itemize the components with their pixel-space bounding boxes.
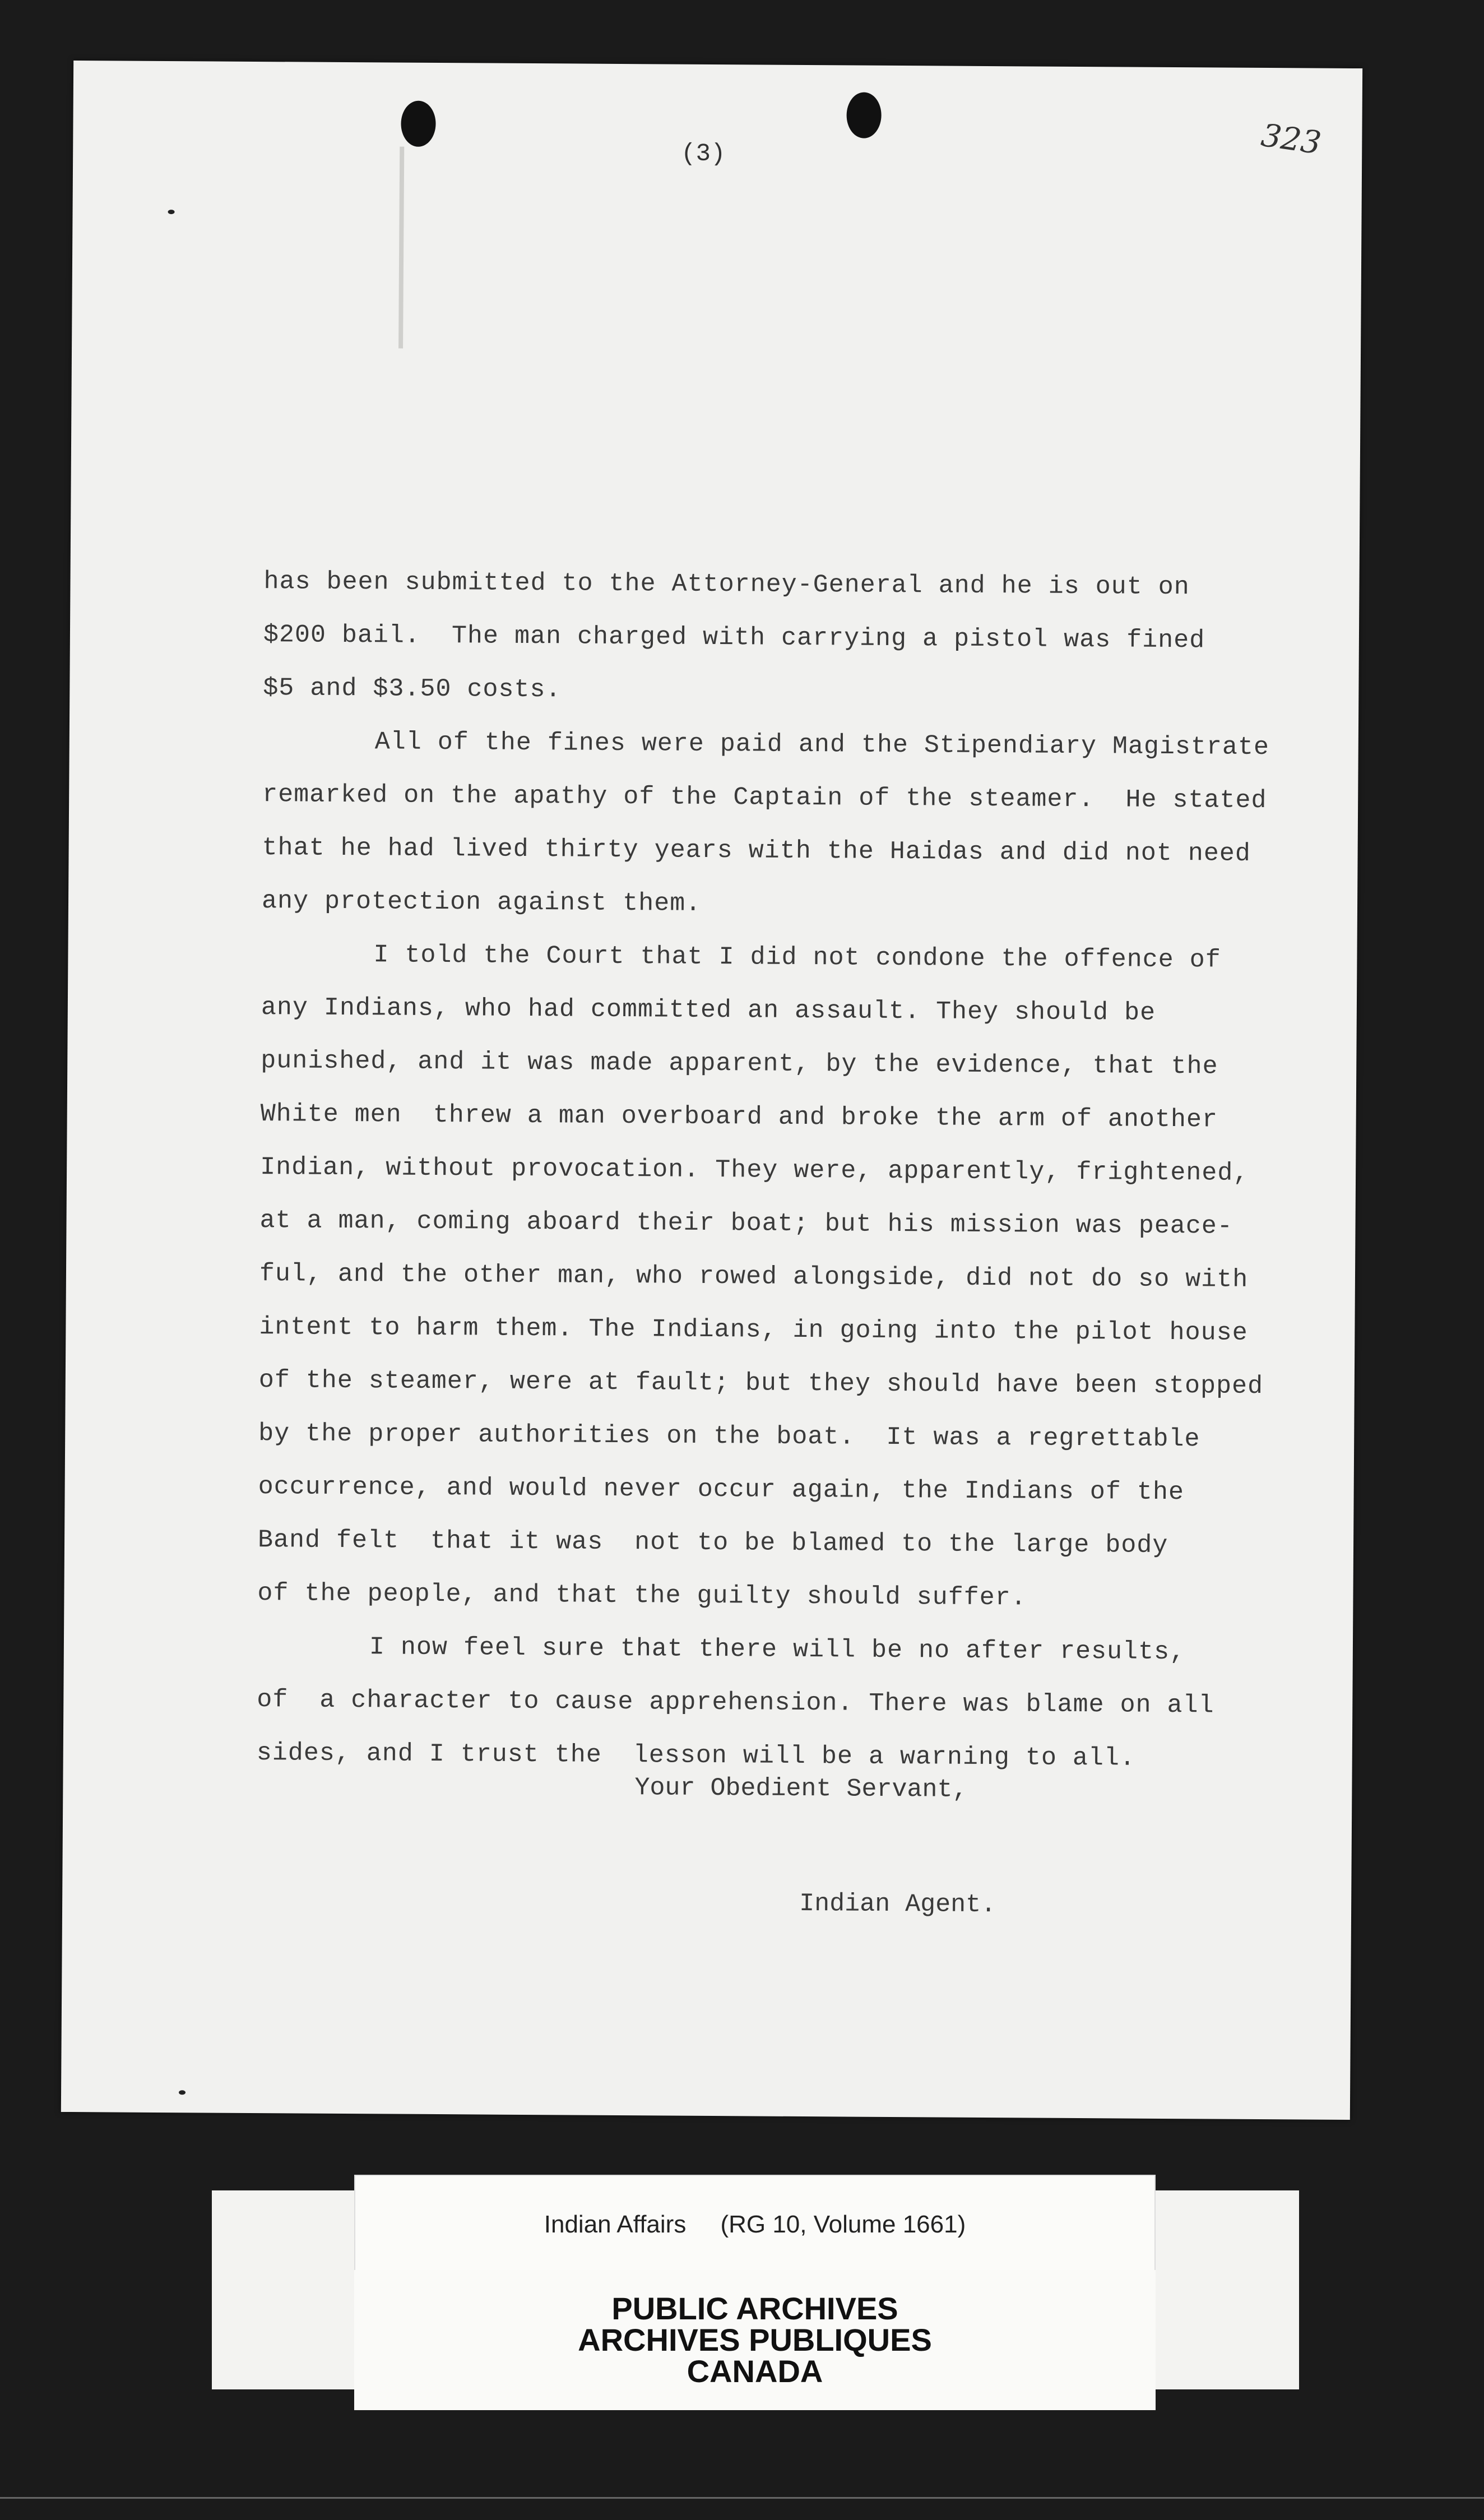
text-line: of a character to cause apprehension. There was blame on all	[257, 1685, 1214, 1720]
punch-hole	[401, 101, 435, 147]
text-line: $5 and $3.50 costs.	[263, 674, 562, 705]
closing-line: Your Obedient Servant,	[634, 1773, 968, 1804]
folio-number: 323	[1259, 117, 1324, 162]
text-line: Band felt that it was not to be blamed to the large body	[257, 1526, 1168, 1560]
ink-speck	[179, 2090, 186, 2095]
text-line: punished, and it was made apparent, by the evidence, that the	[261, 1046, 1218, 1081]
text-line: sides, and I trust the lesson will be a warning to all.	[256, 1739, 1136, 1773]
punch-hole	[846, 92, 881, 138]
text-line: any Indians, who had committed an assault. They should be	[261, 993, 1156, 1027]
text-line: White men threw a man overboard and broke the arm of another	[260, 1100, 1218, 1134]
text-line: has been submitted to the Attorney-General and he is out on	[263, 567, 1190, 602]
film-edge-line	[0, 2497, 1484, 2499]
text-line: at a man, coming aboard their boat; but his mission was peace-	[259, 1206, 1233, 1241]
text-line: any protection against them.	[261, 887, 702, 918]
archive-name-fr: ARCHIVES PUBLIQUES	[578, 2322, 932, 2357]
text-line: $200 bail. The man charged with carrying a pistol was fined	[263, 620, 1205, 655]
document-page	[61, 61, 1362, 2120]
text-line: Indian, without provocation. They were, apparently, frightened,	[259, 1153, 1249, 1188]
signature-title: Indian Agent.	[799, 1889, 996, 1920]
text-line: I told the Court that I did not condone the offence of	[373, 941, 1221, 975]
text-line: All of the fines were paid and the Stipendiary Magistrate	[374, 728, 1270, 762]
text-line: that he had lived thirty years with the Haidas and did not need	[262, 833, 1251, 868]
archive-reference: Indian Affairs (RG 10, Volume 1661)	[544, 2211, 966, 2238]
text-line: I now feel sure that there will be no after results,	[369, 1633, 1186, 1667]
ink-speck	[168, 210, 175, 214]
archive-country: CANADA	[687, 2354, 823, 2389]
text-line: of the steamer, were at fault; but they should have been stopped	[258, 1366, 1264, 1401]
page-number: (3)	[681, 140, 726, 169]
archive-reference-label	[354, 2175, 1156, 2275]
archive-stamp	[354, 2270, 1156, 2410]
text-line: by the proper authorities on the boat. It was a regrettable	[258, 1419, 1200, 1454]
text-line: remarked on the apathy of the Captain of the steamer. He stated	[262, 780, 1267, 816]
paper-crease	[398, 147, 404, 349]
archive-name-en: PUBLIC ARCHIVES	[611, 2291, 898, 2326]
text-line: of the people, and that the guilty should suffer.	[257, 1579, 1027, 1613]
text-line: intent to harm them. The Indians, in going into the pilot house	[259, 1313, 1248, 1347]
text-line: occurrence, and would never occur again, the Indians of the	[258, 1472, 1185, 1507]
text-line: ful, and the other man, who rowed alongside, did not do so with	[259, 1259, 1249, 1294]
letter-body	[256, 555, 1362, 1786]
